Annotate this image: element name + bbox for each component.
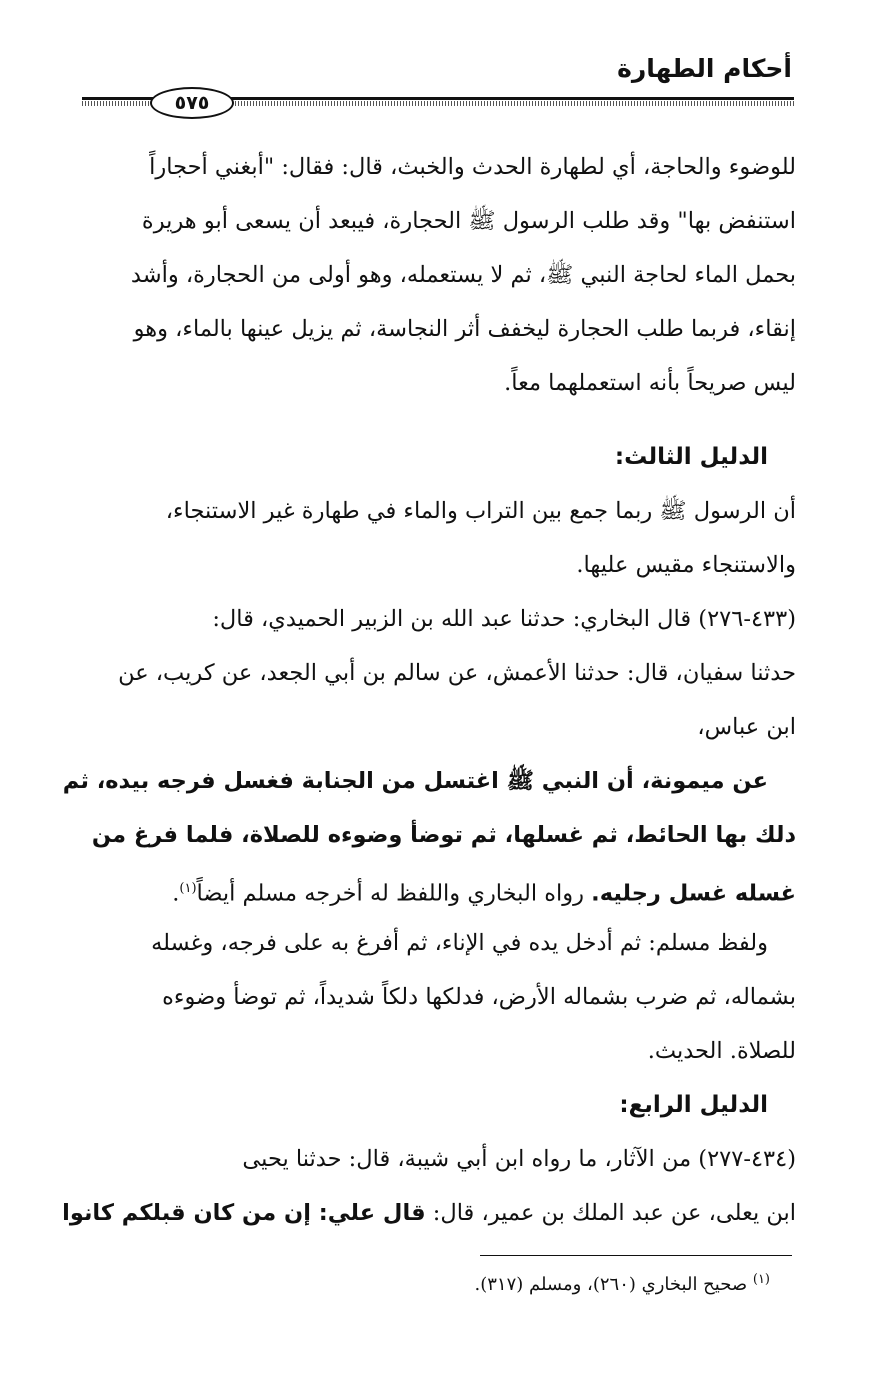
- text-line: استنفض بها" وقد طلب الرسول ﷺ الحجارة، فيبعد أن يسعى أبو هريرة: [141, 208, 796, 234]
- athar-line: ابن يعلى، عن عبد الملك بن عمير، قال: قال علي: إن من كان قبلكم كانوا: [62, 1200, 796, 1226]
- athar-line: (٤٣٤-٢٧٧) من الآثار، ما رواه ابن أبي شيبة، قال: حدثنا يحيى: [242, 1146, 796, 1172]
- text-line: والاستنجاء مقيس عليها.: [576, 552, 796, 578]
- matn-line: دلك بها الحائط، ثم غسلها، ثم توضأ وضوءه للصلاة، فلما فرغ من: [91, 822, 796, 848]
- text-line: أن الرسول ﷺ ربما جمع بين التراب والماء في طهارة غير الاستنجاء،: [165, 498, 796, 524]
- section-heading: الدليل الثالث:: [614, 444, 768, 470]
- text-line: بشماله، ثم ضرب بشماله الأرض، فدلكها دلكاً شديداً، ثم توضأ وضوءه: [162, 984, 796, 1010]
- athar-bold-text: قال علي: إن من كان قبلكم كانوا: [62, 1200, 426, 1226]
- footnote-marker: (١): [752, 1272, 770, 1287]
- main-text: [62, 140, 796, 1240]
- hadith-line: ابن عباس،: [697, 714, 796, 740]
- hadith-line: حدثنا سفيان، قال: حدثنا الأعمش، عن سالم بن أبي الجعد، عن كريب، عن: [118, 660, 796, 686]
- matn-line: غسله غسل رجليه. رواه البخاري واللفظ له أخرجه مسلم أيضاً$^{(١)}$.: [172, 880, 796, 907]
- page-number: ٥٧٥: [150, 87, 234, 119]
- matn-source-text: رواه البخاري واللفظ له أخرجه مسلم أيضاً: [196, 880, 592, 907]
- matn-bold-text: غسله غسل رجليه.: [591, 880, 796, 907]
- hadith-line: (٤٣٣-٢٧٦) قال البخاري: حدثنا عبد الله بن الزبير الحميدي، قال:: [212, 606, 796, 632]
- footnote: [80, 1272, 770, 1295]
- footnote-text: صحيح البخاري (٢٦٠)، ومسلم (٣١٧).: [474, 1274, 753, 1295]
- matn-line: عن ميمونة، أن النبي ﷺ اغتسل من الجنابة فغسل فرجه بيده، ثم: [62, 768, 768, 794]
- running-title: أحكام الطهارة: [617, 54, 792, 83]
- text-line: إنقاء، فربما طلب الحجارة ليخفف أثر النجاسة، ثم يزيل عينها بالماء، وهو: [133, 316, 796, 342]
- text-line: للوضوء والحاجة، أي لطهارة الحدث والخبث، قال: فقال: "أبغني أحجاراً: [149, 154, 796, 180]
- text-line: بحمل الماء لحاجة النبي ﷺ، ثم لا يستعمله، وهو أولى من الحجارة، وأشد: [130, 262, 796, 288]
- text-line: ليس صريحاً بأنه استعملهما معاً.: [504, 370, 796, 396]
- page-header: [82, 54, 794, 116]
- footnote-reference: (١): [179, 881, 197, 896]
- footnote-separator: [480, 1255, 792, 1256]
- section-heading: الدليل الرابع:: [619, 1092, 768, 1118]
- text-line: ولفظ مسلم: ثم أدخل يده في الإناء، ثم أفرغ به على فرجه، وغسله: [151, 930, 768, 956]
- text-line: للصلاة. الحديث.: [647, 1038, 796, 1064]
